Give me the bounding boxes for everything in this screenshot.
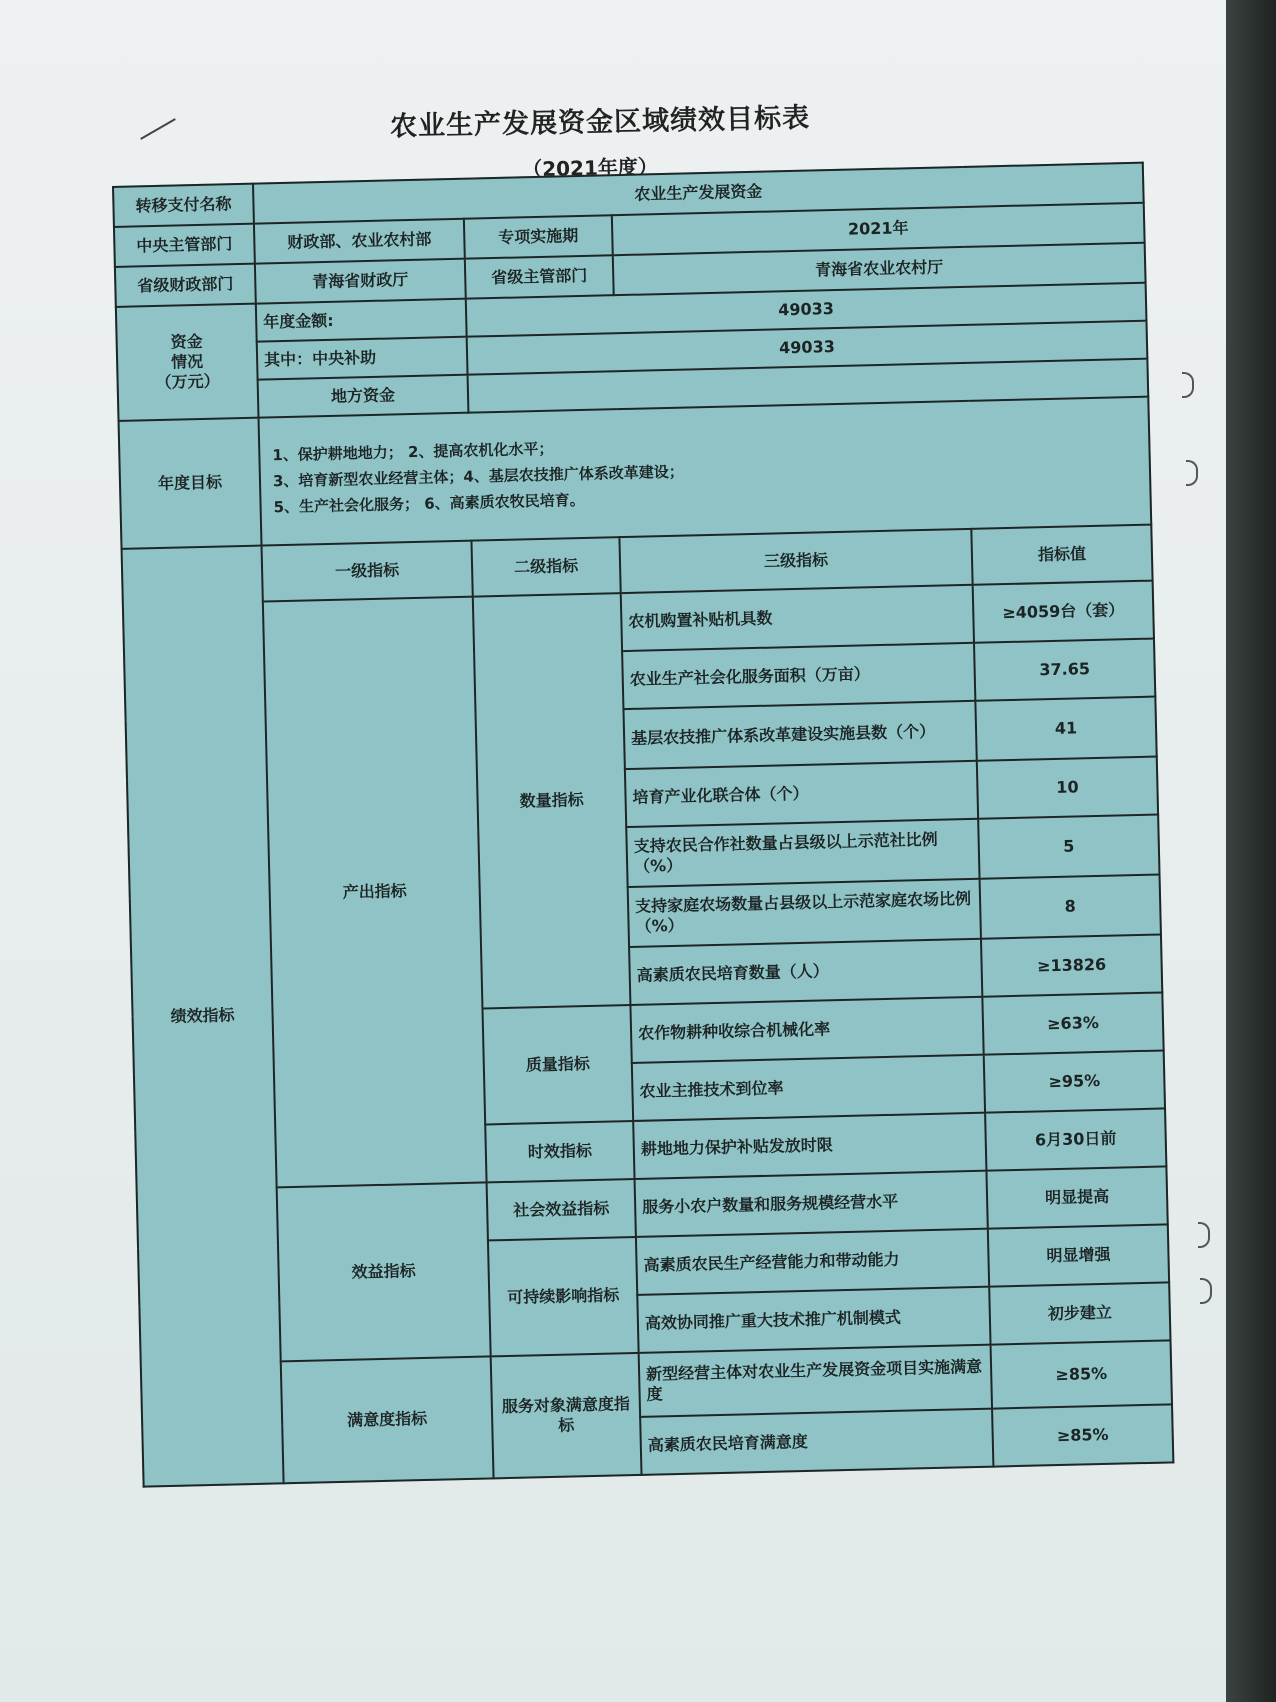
indicator-name: 基层农技推广体系改革建设实施县数（个） [623, 701, 976, 769]
performance-target-table [112, 162, 1174, 1488]
indicator-value: 明显增强 [988, 1224, 1169, 1286]
transfer-payment-value: 农业生产发展资金 [253, 163, 1144, 224]
indicator-name: 高素质农民生产经营能力和带动能力 [636, 1229, 989, 1295]
indicator-value: 明显提高 [986, 1166, 1167, 1228]
indicator-name: 农业生产社会化服务面积（万亩） [622, 643, 975, 709]
indicator-name: 高效协同推广重大技术推广机制模式 [637, 1287, 990, 1353]
indicator-value: ≥4059台（套） [973, 581, 1154, 643]
indicator-name: 支持家庭农场数量占县级以上示范家庭农场比例（%） [628, 879, 981, 947]
annual-goals-text [258, 397, 1151, 546]
goal-line: 1、保护耕地地力； 2、提高农机化水平； [272, 439, 554, 464]
indicator-value: 10 [977, 757, 1158, 819]
document-title: 农业生产发展资金区域绩效目标表 [389, 102, 811, 143]
funds-label: 资金 情况 （万元） [116, 304, 259, 421]
level2-quality: 质量指标 [482, 1005, 633, 1124]
annual-goals-label: 年度目标 [119, 418, 262, 549]
level1-satisfaction: 满意度指标 [281, 1356, 494, 1483]
level2-sustainable: 可持续影响指标 [488, 1237, 639, 1356]
indicator-name: 农作物耕种收综合机械化率 [630, 997, 983, 1063]
indicator-name: 农业主推技术到位率 [632, 1055, 985, 1121]
period-label: 专项实施期 [464, 215, 613, 258]
header-level2: 二级指标 [471, 537, 620, 596]
provincial-finance-label: 省级财政部门 [115, 264, 256, 307]
central-dept-label: 中央主管部门 [114, 224, 255, 267]
header-level1: 一级指标 [262, 541, 473, 602]
document-subtitle: （2021年度） [521, 154, 659, 182]
provincial-dept-value: 青海省农业农村厅 [613, 243, 1146, 296]
provincial-dept-label: 省级主管部门 [465, 255, 614, 298]
goal-line: 3、培育新型农业经营主体；4、基层农技推广体系改革建设； [272, 462, 684, 491]
indicator-value: ≥85% [991, 1340, 1172, 1408]
annual-amount-label: 年度金额: [256, 299, 467, 342]
transfer-payment-label: 转移支付名称 [113, 184, 254, 227]
central-subsidy-value: 49033 [467, 321, 1148, 375]
annual-amount-value: 49033 [466, 283, 1147, 337]
central-subsidy-label: 其中：中央补助 [257, 337, 468, 380]
indicator-name: 培育产业化联合体（个） [625, 761, 978, 827]
header-level3: 三级指标 [619, 529, 972, 593]
header-value: 指标值 [971, 525, 1152, 585]
indicator-value: 37.65 [974, 639, 1155, 701]
indicator-name: 高素质农民培育数量（人） [629, 939, 982, 1005]
indicator-value: 6月30日前 [985, 1108, 1166, 1170]
indicator-name: 支持农民合作社数量占县级以上示范社比例（%） [626, 819, 979, 887]
indicator-name: 服务小农户数量和服务规模经营水平 [635, 1171, 988, 1237]
paper-edge-background [1226, 0, 1276, 1702]
goal-line: 5、生产社会化服务； 6、高素质农牧民培育。 [273, 491, 585, 517]
indicator-name: 农机购置补贴机具数 [621, 585, 974, 651]
indicator-value: 41 [975, 697, 1156, 761]
indicator-value: ≥95% [984, 1050, 1165, 1112]
indicator-value: 8 [980, 875, 1161, 939]
indicator-value: 5 [978, 815, 1159, 879]
indicator-name: 耕地地力保护补贴发放时限 [633, 1113, 986, 1179]
level2-quantity: 数量指标 [473, 593, 631, 1008]
level1-output: 产出指标 [263, 597, 487, 1188]
indicator-value: ≥85% [992, 1404, 1173, 1466]
level2-social: 社会效益指标 [487, 1179, 636, 1240]
provincial-finance-value: 青海省财政厅 [255, 259, 466, 304]
indicator-name: 新型经营主体对农业生产发展资金项目实施满意度 [639, 1345, 992, 1417]
indicator-name: 高素质农民培育满意度 [640, 1409, 993, 1475]
level2-timeliness: 时效指标 [485, 1121, 634, 1182]
indicator-value: ≥13826 [981, 934, 1162, 996]
central-dept-value: 财政部、农业农村部 [254, 219, 465, 264]
local-funds-label: 地方资金 [258, 375, 469, 418]
level2-service-satisfaction: 服务对象满意度指标 [491, 1353, 642, 1478]
indicator-value: ≥63% [982, 992, 1163, 1054]
level1-benefit: 效益指标 [277, 1182, 491, 1361]
period-value: 2021年 [612, 203, 1145, 256]
indicator-value: 初步建立 [989, 1282, 1170, 1344]
performance-indicators-label: 绩效指标 [122, 546, 284, 1487]
